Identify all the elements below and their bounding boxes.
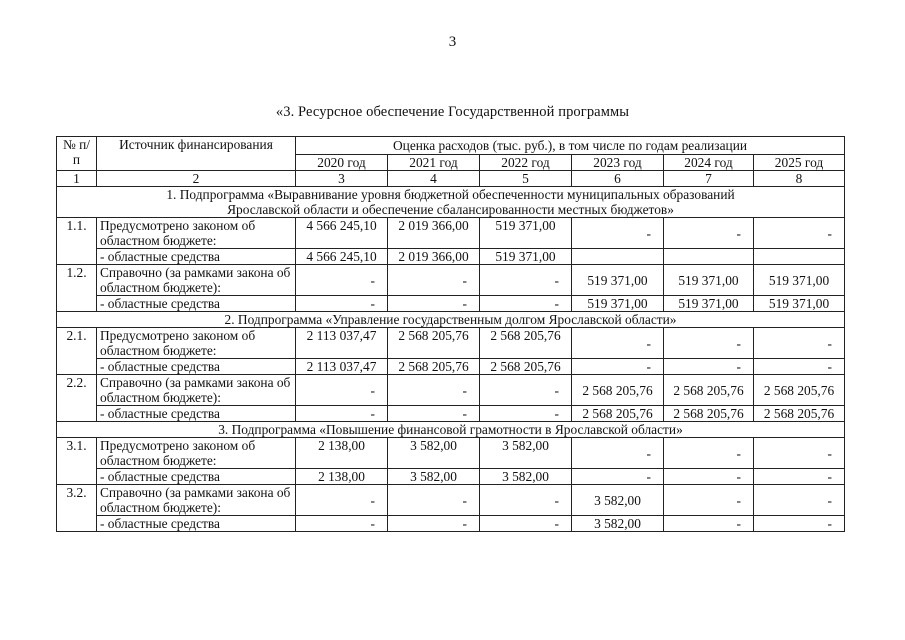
row-number: 2.2. bbox=[57, 375, 97, 422]
value-cell: - bbox=[388, 296, 480, 312]
column-index: 7 bbox=[664, 171, 754, 187]
value-cell: - bbox=[572, 438, 664, 469]
value-cell: 519 371,00 bbox=[664, 265, 754, 296]
value-cell: 2 019 366,00 bbox=[388, 249, 480, 265]
row-subsource-label: - областные средства bbox=[97, 296, 296, 312]
value-cell bbox=[754, 249, 845, 265]
value-cell: - bbox=[754, 438, 845, 469]
row-source-label: Справочно (за рамками закона об областном бюджете): bbox=[97, 265, 296, 296]
value-cell: 3 582,00 bbox=[480, 438, 572, 469]
value-cell: - bbox=[480, 265, 572, 296]
table-row-subtotal bbox=[57, 249, 845, 265]
value-cell: 2 568 205,76 bbox=[754, 406, 845, 422]
row-subsource-label: - областные средства bbox=[97, 516, 296, 532]
table-body bbox=[57, 187, 845, 532]
document-title: «3. Ресурсное обеспечение Государственной программы bbox=[275, 104, 630, 120]
value-cell: 2 568 205,76 bbox=[572, 375, 664, 406]
value-cell: - bbox=[296, 375, 388, 406]
value-cell: - bbox=[480, 296, 572, 312]
value-cell: - bbox=[388, 485, 480, 516]
column-index: 6 bbox=[572, 171, 664, 187]
value-cell: 2 568 205,76 bbox=[480, 359, 572, 375]
value-cell: 2 568 205,76 bbox=[480, 328, 572, 359]
value-cell: - bbox=[754, 516, 845, 532]
column-index: 5 bbox=[480, 171, 572, 187]
row-subsource-label: - областные средства bbox=[97, 249, 296, 265]
table-row-subtotal bbox=[57, 296, 845, 312]
value-cell: 2 568 205,76 bbox=[754, 375, 845, 406]
value-cell: 2 568 205,76 bbox=[388, 328, 480, 359]
value-cell: 519 371,00 bbox=[754, 265, 845, 296]
table-row bbox=[57, 218, 845, 249]
value-cell: 2 568 205,76 bbox=[572, 406, 664, 422]
header-source: Источник финансирования bbox=[97, 137, 296, 171]
value-cell bbox=[572, 249, 664, 265]
value-cell: - bbox=[754, 359, 845, 375]
value-cell: - bbox=[664, 328, 754, 359]
column-index: 4 bbox=[388, 171, 480, 187]
row-source-label: Предусмотрено законом об областном бюджете: bbox=[97, 438, 296, 469]
value-cell: 2 568 205,76 bbox=[664, 406, 754, 422]
row-source-label: Предусмотрено законом об областном бюджете: bbox=[97, 328, 296, 359]
table-row bbox=[57, 485, 845, 516]
header-year-2021: 2021 год bbox=[388, 155, 480, 171]
value-cell: - bbox=[296, 485, 388, 516]
column-index: 8 bbox=[754, 171, 845, 187]
header-year-2022: 2022 год bbox=[480, 155, 572, 171]
value-cell: 3 582,00 bbox=[388, 438, 480, 469]
page-number: 3 bbox=[448, 34, 457, 50]
value-cell: - bbox=[480, 375, 572, 406]
value-cell: - bbox=[480, 485, 572, 516]
value-cell: - bbox=[754, 469, 845, 485]
value-cell: 2 019 366,00 bbox=[388, 218, 480, 249]
value-cell: - bbox=[388, 406, 480, 422]
value-cell: - bbox=[480, 516, 572, 532]
value-cell: - bbox=[296, 265, 388, 296]
row-source-label: Справочно (за рамками закона об областном бюджете): bbox=[97, 375, 296, 406]
value-cell: - bbox=[572, 359, 664, 375]
table-row-subtotal bbox=[57, 516, 845, 532]
column-index: 1 bbox=[57, 171, 97, 187]
value-cell: 3 582,00 bbox=[388, 469, 480, 485]
value-cell: 519 371,00 bbox=[480, 218, 572, 249]
value-cell: - bbox=[296, 406, 388, 422]
value-cell: 3 582,00 bbox=[572, 485, 664, 516]
value-cell: - bbox=[480, 406, 572, 422]
row-number: 1.2. bbox=[57, 265, 97, 312]
value-cell: 3 582,00 bbox=[572, 516, 664, 532]
table-row-subtotal bbox=[57, 469, 845, 485]
value-cell: 519 371,00 bbox=[480, 249, 572, 265]
resource-table bbox=[56, 136, 845, 532]
section-title: 1. Подпрограмма «Выравнивание уровня бюджетной обеспеченности муниципальных образований Ярославской области и обеспечение сбалансированности местных бюджетов» bbox=[57, 187, 845, 218]
value-cell: 3 582,00 bbox=[480, 469, 572, 485]
value-cell: - bbox=[754, 485, 845, 516]
header-estimate: Оценка расходов (тыс. руб.), в том числе по годам реализации bbox=[296, 137, 845, 155]
header-row-index bbox=[57, 171, 845, 187]
table-row-subtotal bbox=[57, 359, 845, 375]
section-title-row bbox=[57, 422, 845, 438]
value-cell: - bbox=[754, 328, 845, 359]
value-cell: 519 371,00 bbox=[754, 296, 845, 312]
table-row bbox=[57, 375, 845, 406]
value-cell: - bbox=[664, 359, 754, 375]
value-cell: 2 138,00 bbox=[296, 438, 388, 469]
value-cell: 4 566 245,10 bbox=[296, 218, 388, 249]
value-cell: - bbox=[664, 469, 754, 485]
value-cell: - bbox=[664, 485, 754, 516]
row-subsource-label: - областные средства bbox=[97, 359, 296, 375]
value-cell: 2 568 205,76 bbox=[664, 375, 754, 406]
value-cell: - bbox=[572, 328, 664, 359]
header-row-main bbox=[57, 137, 845, 155]
section-title-row bbox=[57, 187, 845, 218]
value-cell: - bbox=[388, 375, 480, 406]
row-source-label: Предусмотрено законом об областном бюджете: bbox=[97, 218, 296, 249]
header-year-2024: 2024 год bbox=[664, 155, 754, 171]
row-number: 1.1. bbox=[57, 218, 97, 265]
value-cell: 519 371,00 bbox=[572, 296, 664, 312]
value-cell: - bbox=[296, 516, 388, 532]
row-subsource-label: - областные средства bbox=[97, 469, 296, 485]
value-cell: 2 113 037,47 bbox=[296, 359, 388, 375]
row-number: 2.1. bbox=[57, 328, 97, 375]
table-row-subtotal bbox=[57, 406, 845, 422]
column-index: 2 bbox=[97, 171, 296, 187]
value-cell: - bbox=[572, 218, 664, 249]
header-year-2020: 2020 год bbox=[296, 155, 388, 171]
value-cell: 2 138,00 bbox=[296, 469, 388, 485]
section-title: 3. Подпрограмма «Повышение финансовой грамотности в Ярославской области» bbox=[57, 422, 845, 438]
value-cell: 2 568 205,76 bbox=[388, 359, 480, 375]
row-source-label: Справочно (за рамками закона об областном бюджете): bbox=[97, 485, 296, 516]
row-number: 3.1. bbox=[57, 438, 97, 485]
table-row bbox=[57, 328, 845, 359]
section-title: 2. Подпрограмма «Управление государственным долгом Ярославской области» bbox=[57, 312, 845, 328]
column-index: 3 bbox=[296, 171, 388, 187]
header-year-2023: 2023 год bbox=[572, 155, 664, 171]
value-cell: 2 113 037,47 bbox=[296, 328, 388, 359]
value-cell: - bbox=[664, 218, 754, 249]
table-row bbox=[57, 265, 845, 296]
row-subsource-label: - областные средства bbox=[97, 406, 296, 422]
value-cell: - bbox=[664, 438, 754, 469]
header-num: № п/п bbox=[57, 137, 97, 171]
value-cell: - bbox=[296, 296, 388, 312]
header-year-2025: 2025 год bbox=[754, 155, 845, 171]
value-cell bbox=[664, 249, 754, 265]
value-cell: - bbox=[754, 218, 845, 249]
value-cell: - bbox=[664, 516, 754, 532]
value-cell: - bbox=[572, 469, 664, 485]
row-number: 3.2. bbox=[57, 485, 97, 532]
value-cell: 519 371,00 bbox=[572, 265, 664, 296]
value-cell: 4 566 245,10 bbox=[296, 249, 388, 265]
section-title-row bbox=[57, 312, 845, 328]
value-cell: 519 371,00 bbox=[664, 296, 754, 312]
table-row bbox=[57, 438, 845, 469]
value-cell: - bbox=[388, 265, 480, 296]
value-cell: - bbox=[388, 516, 480, 532]
